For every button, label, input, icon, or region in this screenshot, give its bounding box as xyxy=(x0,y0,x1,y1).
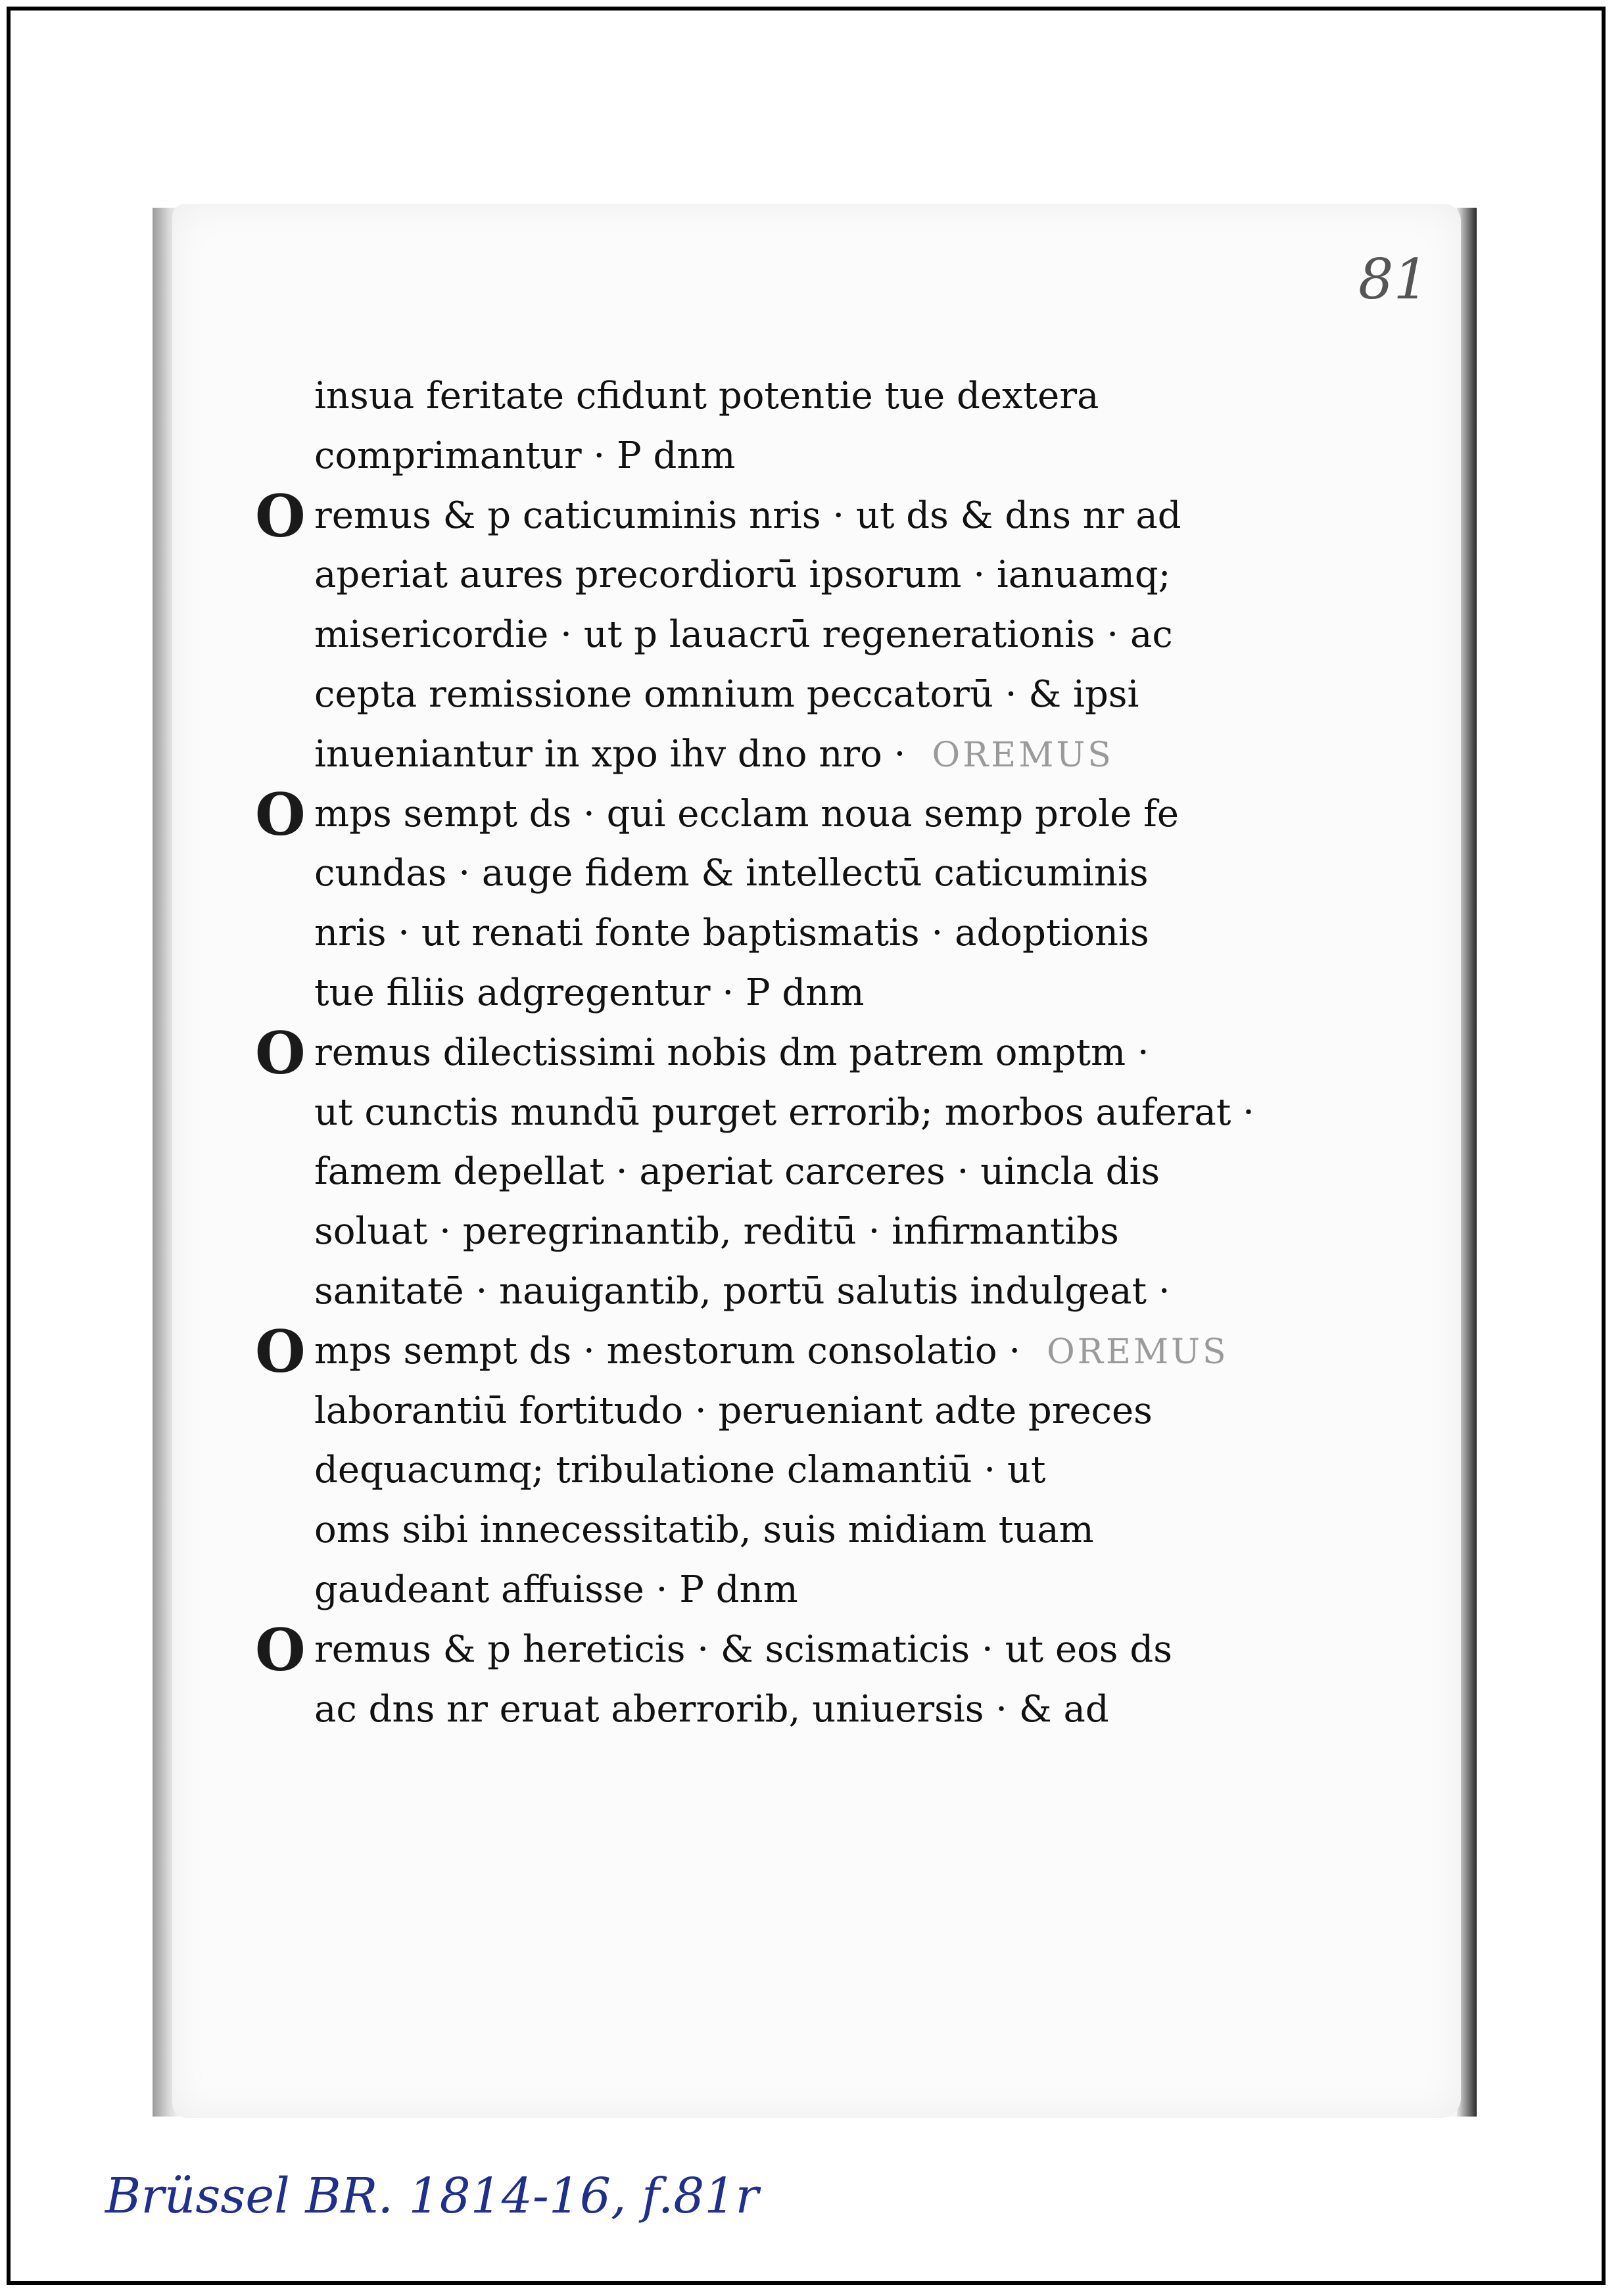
text-line xyxy=(314,1262,1327,1322)
text-line xyxy=(255,481,1327,550)
text-line xyxy=(255,780,1327,849)
text-line xyxy=(314,1083,1327,1143)
line-text: tue filiis adgregentur · P dnm xyxy=(314,971,865,1014)
line-text: laborantiū fortitudo · perueniant adte preces xyxy=(314,1389,1153,1432)
line-text: misericordie · ut p lauacrū regenerationis · ac xyxy=(314,613,1173,657)
line-text: cepta remissione omnium peccatorū · & ipsi xyxy=(314,672,1139,716)
line-text: ut cunctis mundū purget errorib; morbos auferat · xyxy=(314,1090,1254,1134)
line-text: mps sempt ds · mestorum consolatio · xyxy=(314,1329,1021,1372)
text-line xyxy=(314,725,1327,785)
line-text: inueniantur in xpo ihv dno nro · xyxy=(314,732,906,776)
line-text: dequacumq; tribulatione clamantiū · ut xyxy=(314,1449,1046,1492)
line-text: ac dns nr eruat aberrorib, uniuersis · & ad xyxy=(314,1687,1109,1731)
text-line xyxy=(314,1142,1327,1202)
line-text: nris · ut renati fonte baptismatis · adoptionis xyxy=(314,912,1149,955)
line-text: famem depellat · aperiat carceres · uincla dis xyxy=(314,1150,1160,1194)
line-text: remus & p caticuminis nris · ut ds & dns nr ad xyxy=(314,494,1181,537)
decorated-initial: O xyxy=(255,780,306,849)
line-text: comprimantur · P dnm xyxy=(314,434,736,477)
text-line xyxy=(314,1560,1327,1620)
line-text: mps sempt ds · qui ecclam noua semp prole fe xyxy=(314,792,1179,835)
text-line xyxy=(314,1202,1327,1262)
text-line xyxy=(314,427,1327,486)
text-line xyxy=(314,1382,1327,1441)
text-line xyxy=(255,1317,1327,1386)
text-line xyxy=(314,1680,1327,1740)
rubric: OREMUS xyxy=(932,735,1114,775)
text-line xyxy=(314,605,1327,665)
manuscript-text xyxy=(255,367,1327,1739)
text-line xyxy=(314,665,1327,725)
line-text: soluat · peregrinantib, reditū · infirmantibs xyxy=(314,1210,1119,1253)
decorated-initial: O xyxy=(255,481,306,550)
line-text: oms sibi innecessitatib, suis midiam tuam xyxy=(314,1509,1094,1552)
text-line xyxy=(314,367,1327,427)
text-line xyxy=(314,1501,1327,1560)
archive-caption: Brüssel BR. 1814-16, f.81r xyxy=(105,2168,759,2224)
decorated-initial: O xyxy=(255,1317,306,1386)
line-text: insua feritate cfidunt potentie tue dextera xyxy=(314,375,1099,417)
text-line xyxy=(314,844,1327,904)
text-line xyxy=(255,1018,1327,1087)
line-text: sanitatē · nauigantib, portū salutis indulgeat · xyxy=(314,1269,1170,1313)
line-text: remus dilectissimi nobis dm patrem omptm · xyxy=(314,1031,1149,1074)
text-line xyxy=(314,964,1327,1023)
line-text: gaudeant affuisse · P dnm xyxy=(314,1568,798,1611)
text-line xyxy=(314,1441,1327,1501)
folio-number: 81 xyxy=(1358,247,1429,312)
decorated-initial: O xyxy=(255,1615,306,1684)
decorated-initial: O xyxy=(255,1018,306,1087)
rubric: OREMUS xyxy=(1047,1332,1229,1372)
text-line xyxy=(314,546,1327,605)
line-text: cundas · auge fidem & intellectū caticuminis xyxy=(314,852,1149,895)
text-line xyxy=(314,904,1327,964)
text-line xyxy=(255,1615,1327,1684)
line-text: remus & p hereticis · & scismaticis · ut eos ds xyxy=(314,1628,1172,1671)
line-text: aperiat aures precordiorū ipsorum · ianuamq; xyxy=(314,553,1171,597)
